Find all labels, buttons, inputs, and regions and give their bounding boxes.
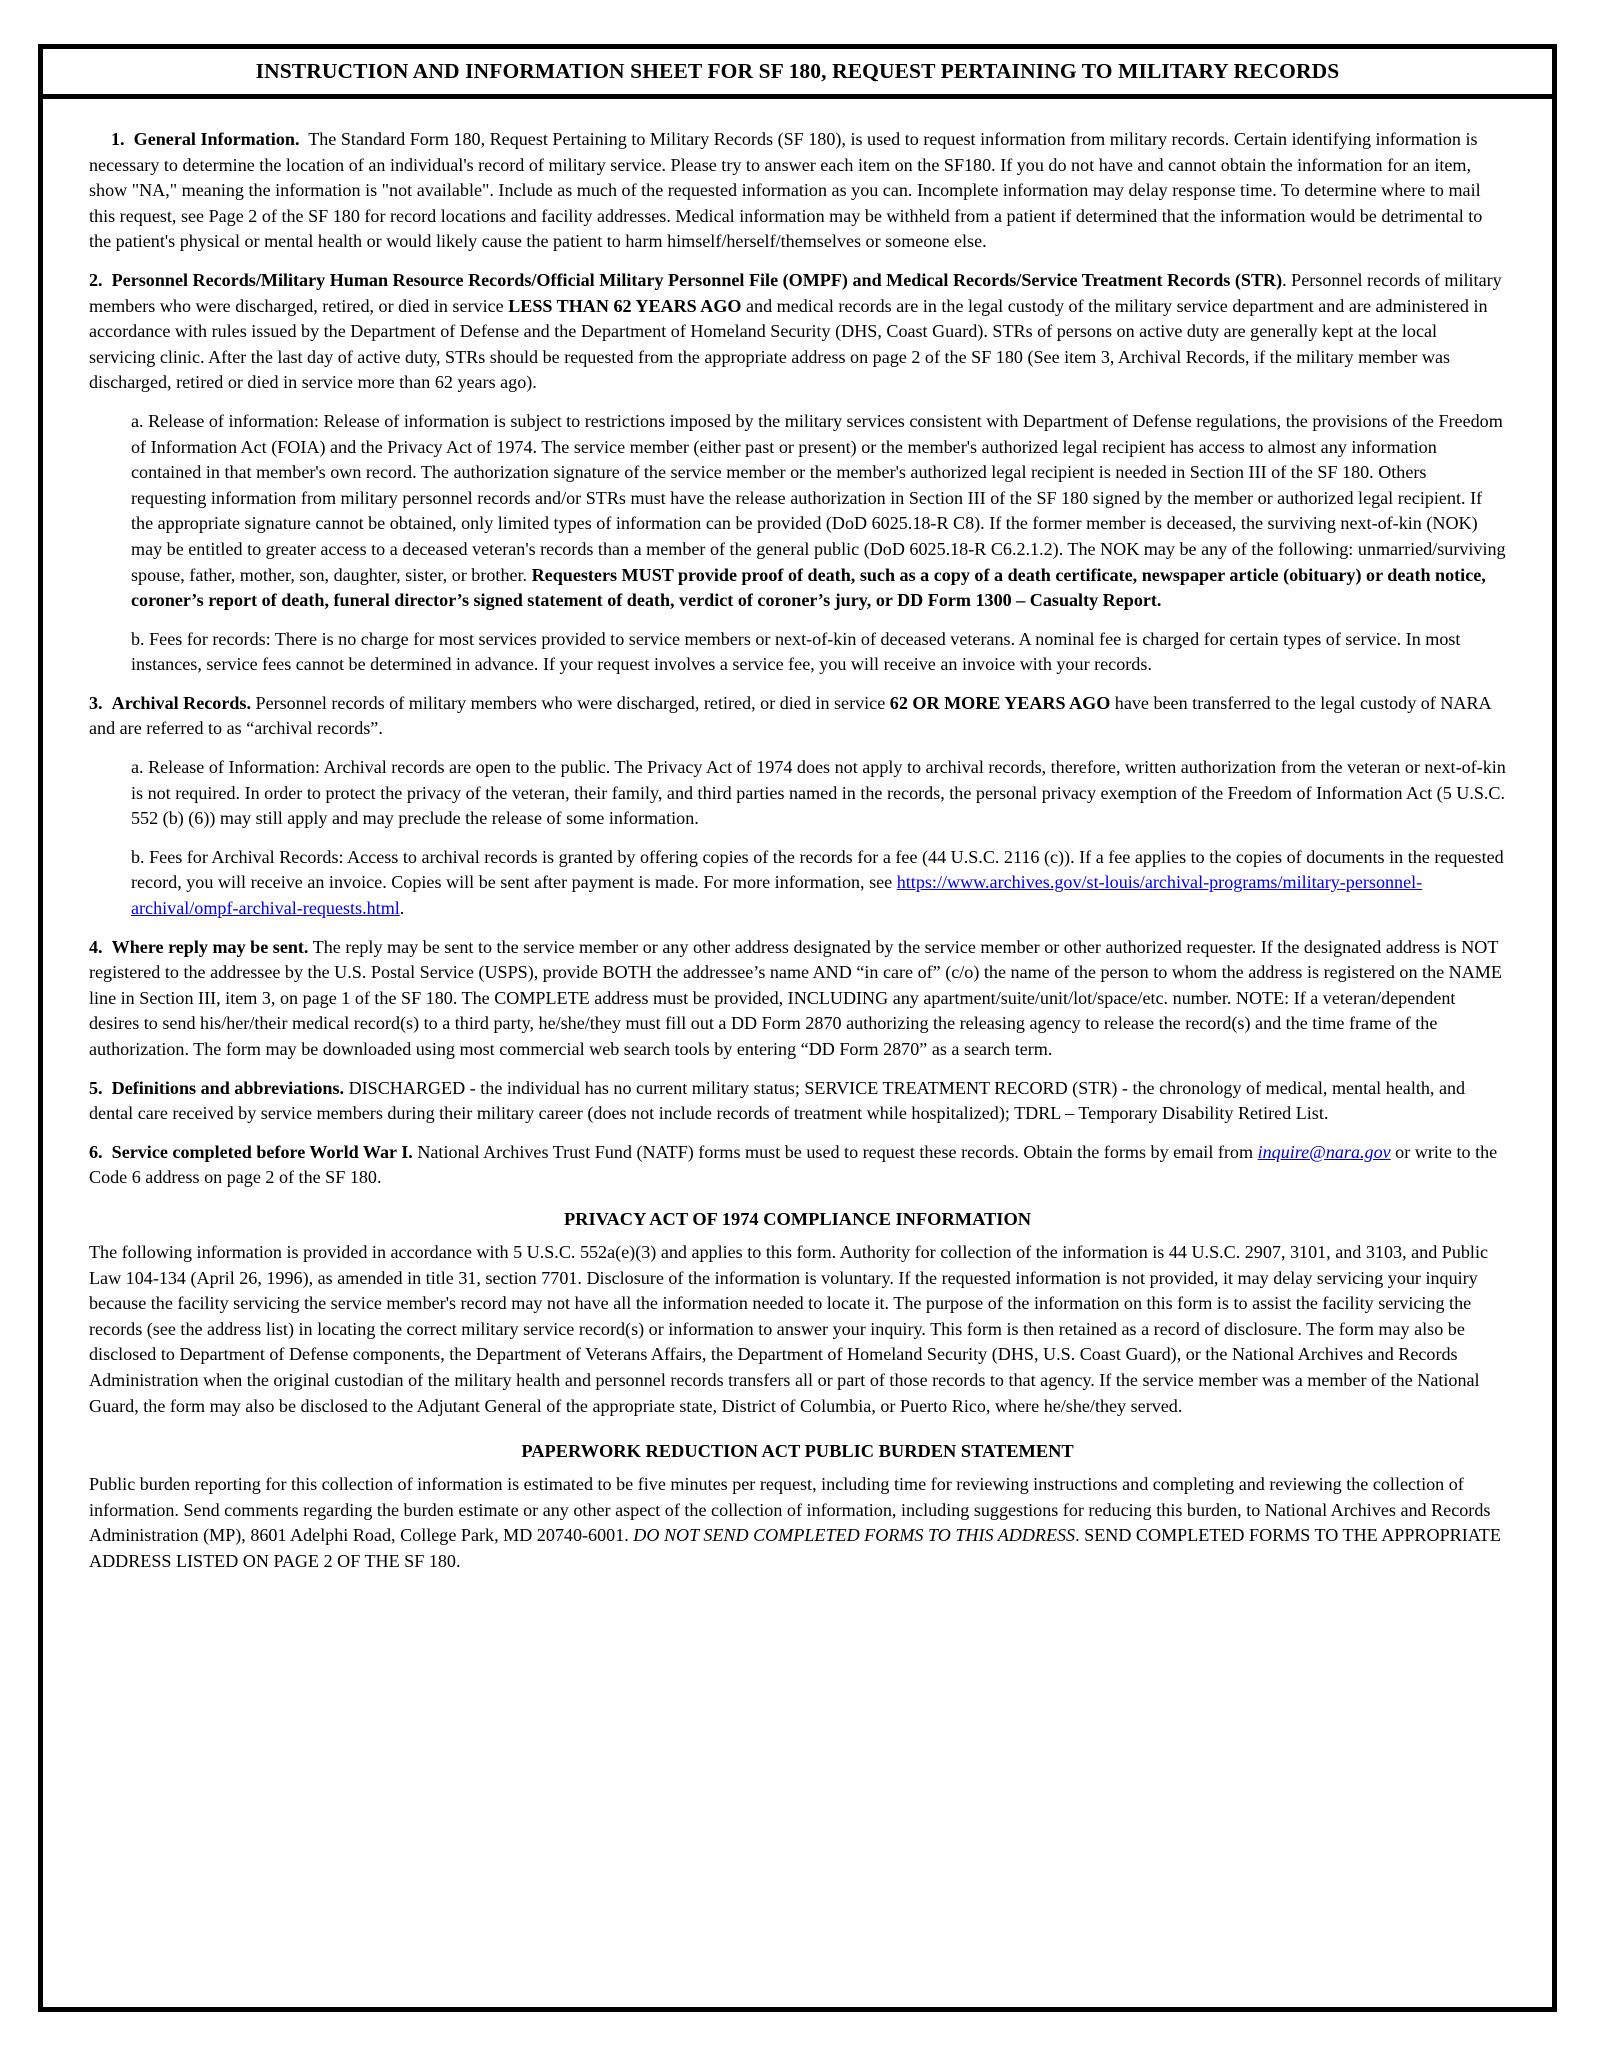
paperwork-act-body-part-1: Public burden reporting for this collection of information is estimated to be five minutes per request, including time for reviewing instructions and completing and reviewing the collection of information. Send comments regarding the burden estimate or any other aspect of the collection of information, including suggestions for reducing this burden, to National Archives and Records Administration (MP), 8601 Adelphi Road, College Park, MD 20740-6001. [89,1474,1491,1546]
paperwork-act-paragraph [89,1472,1506,1574]
document-page [38,44,1557,2012]
section-2b-text: There is no charge for most services provided to service members or next-of-kin of deceased veterans. A nominal fee is charged for certain types of service. In most instances, service fees cannot be determined in advance. If your request involves a service fee, you will receive an invoice with your records. [131,628,1461,675]
document-body [43,99,1552,1575]
section-6-number: 6. [89,1141,103,1162]
section-2a-bold-notice: Requesters MUST provide proof of death, such as a copy of a death certificate, newspaper article (obituary) or death notice, coroner’s report of death, funeral director’s signed statement of death, verdict of coroner’s jury, or DD Form 1300 – Casualty Report. [131,564,1486,611]
document-title-box [43,49,1552,99]
paperwork-act-body-part-2: . SEND COMPLETED FORMS TO THE APPROPRIATE ADDRESS LISTED ON PAGE 2 OF THE SF 180. [89,1525,1501,1571]
section-6-body-part-1: National Archives Trust Fund (NATF) forms must be used to request these records. Obtain the forms by email from [412,1141,1258,1162]
privacy-act-paragraph: The following information is provided in accordance with 5 U.S.C. 552a(e)(3) and applies to this form. Authority for collection of the information is 44 U.S.C. 2907, 3101, and 3103, and Public Law 104-134 (April 26, 1996), as amended in title 31, section 7701. Disclosure of the information is voluntary. If the requested information is not provided, it may delay servicing your inquiry because the facility servicing the service member's record may not have all the information needed to locate it. The purpose of the information on this form is to assist the facility servicing the records (see the address list) in locating the correct military service record(s) or information to answer your inquiry. This form is then retained as a record of disclosure. The form may also be disclosed to Department of Defense components, the Department of Veterans Affairs, the Department of Homeland Security (DHS, U.S. Coast Guard), or the National Archives and Records Administration when the original custodian of the military health and personnel records transfers all or part of those records to that agency. If the service member was a member of the National Guard, the form may also be disclosed to the Adjutant General of the appropriate state, District of Columbia, or Puerto Rico, where he/she/they served. [89,1241,1489,1416]
section-2-number: 2. [89,269,103,290]
section-2a-paragraph [131,409,1506,614]
section-3-emphasis: 62 OR MORE YEARS AGO [889,692,1111,713]
section-1-number: 1. [111,129,125,149]
section-3a-text: Archival records are open to the public. The Privacy Act of 1974 does not apply to archival records, therefore, written authorization from the veteran or next-of-kin is not required. In order to protect the privacy of the veteran, their family, and third parties named in the records, the personal privacy exemption of the Freedom of Information Act (5 U.S.C. 552 (b) (6)) may still apply and may preclude the release of some information. [131,757,1506,829]
section-2-body-part-2: and medical records are in the legal custody of the military service department and are administered in accordance with rules issued by the Department of Defense and the Department of Homeland Security (DHS, Coast Guard). STRs of persons on active duty are generally kept at the local servicing clinic. After the last day of active duty, STRs should be requested from the appropriate address on page 2 of the SF 180 (See item 3, Archival Records, if the military member was discharged, retired or died in service more than 62 years ago). [89,295,1488,393]
section-3b-label: b. Fees for Archival Records: [131,846,344,867]
section-2b-paragraph [131,627,1506,678]
section-3-number: 3. [89,692,103,713]
section-3-body-part-2: have been transferred to the legal custody of NARA and are referred to as “archival records”. [89,692,1491,739]
section-3b-paragraph [131,845,1506,922]
section-2a-label: a. Release of information: [131,410,319,431]
section-3b-text-part-1: Access to archival records is granted by offering copies of the records for a fee (44 U.S.C. 2116 (c)). If a fee applies to the copies of documents in the requested record, you will receive an invoice. Copies will be sent after payment is made. For more information, see [131,846,1504,893]
section-5-heading: Definitions and abbreviations. [111,1077,345,1098]
section-2-heading: Personnel Records/Military Human Resource Records/Official Military Personnel File (OMPF) and Medical Records/Service Treatment Records (STR) [111,269,1283,290]
section-4-number: 4. [89,936,103,957]
privacy-act-heading: PRIVACY ACT OF 1974 COMPLIANCE INFORMATION [563,1208,1032,1229]
section-6-paragraph [89,1140,1506,1191]
section-1-paragraph [89,127,1506,255]
archival-requests-link[interactable]: https://www.archives.gov/st-louis/archival-programs/military-personnel-archival/ompf-archival-requests.html [131,872,1423,919]
page-title: INSTRUCTION AND INFORMATION SHEET FOR SF 180, REQUEST PERTAINING TO MILITARY RECORDS [255,59,1340,83]
section-6-heading: Service completed before World War I. [111,1141,413,1162]
section-5-body: DISCHARGED - the individual has no current military status; SERVICE TREATMENT RECORD (STR) - the chronology of medical, mental health, and dental care received by service members during their military career (does not include records of treatment while hospitalized); TDRL – Temporary Disability Retired List. [89,1077,1466,1124]
section-3-paragraph [89,691,1506,742]
section-5-number: 5. [89,1077,103,1098]
section-2-body-part-1: . Personnel records of military members who were discharged, retired, or died in service [89,269,1502,316]
paperwork-act-italic-notice: DO NOT SEND COMPLETED FORMS TO THIS ADDRESS [633,1525,1076,1546]
section-3-heading: Archival Records. [111,692,251,713]
section-3-body-part-1: Personnel records of military members who were discharged, retired, or died in service [251,692,890,713]
section-4-heading: Where reply may be sent. [111,936,309,957]
section-2a-text: Release of information is subject to restrictions imposed by the military services consistent with Department of Defense regulations, the provisions of the Freedom of Information Act (FOIA) and the Privacy Act of 1974. The service member (either past or present) or the member's authorized legal recipient has access to almost any information contained in that member's own record. The authorization signature of the service member or the member's authorized legal recipient is needed in Section III of the SF 180. Others requesting information from military personnel records and/or STRs must have the release authorization in Section III of the SF 180 signed by the member or authorized legal recipient. If the appropriate signature cannot be obtained, only limited types of information can be provided (DoD 6025.18-R C8). If the former member is deceased, the surviving next-of-kin (NOK) may be entitled to greater access to a deceased veteran's records than a member of the general public (DoD 6025.18-R C6.2.1.2). The NOK may be any of the following: unmarried/surviving spouse, father, mother, son, daughter, sister, or brother. [131,410,1506,585]
nara-email-link[interactable]: inquire@nara.gov [1257,1141,1391,1162]
section-5-paragraph [89,1076,1506,1127]
section-3a-label: a. Release of Information: [131,757,320,778]
section-1-heading: General Information. [133,129,300,149]
section-2-paragraph [89,268,1506,396]
section-2b-label: b. Fees for records: [131,628,271,649]
section-3b-text-part-2: . [399,898,405,919]
paperwork-act-heading: PAPERWORK REDUCTION ACT PUBLIC BURDEN STATEMENT [521,1441,1074,1462]
section-1-body: The Standard Form 180, Request Pertaining to Military Records (SF 180), is used to request information from military records. Certain identifying information is necessary to determine the location of an individual's record of military service. Please try to answer each item on the SF180. If you do not have and cannot obtain the information for an item, show "NA," meaning the information is "not available". Include as much of the requested information as you can. Incomplete information may delay response time. To determine where to mail this request, see Page 2 of the SF 180 for record locations and facility addresses. Medical information may be withheld from a patient if determined that the information would be detrimental to the patient's physical or mental health or would likely cause the patient to harm himself/herself/themselves or someone else. [89,129,1483,252]
section-2-emphasis: LESS THAN 62 YEARS AGO [508,295,742,316]
section-4-paragraph [89,935,1506,1063]
section-3a-paragraph [131,755,1506,832]
section-6-body-part-2: or write to the Code 6 address on page 2 of the SF 180. [89,1141,1498,1188]
section-4-body: The reply may be sent to the service member or any other address designated by the service member or other authorized requester. If the designated address is NOT registered to the addressee by the U.S. Postal Service (USPS), provide BOTH the addressee’s name AND “in care of” (c/o) the name of the person to whom the address is registered on the NAME line in Section III, item 3, on page 1 of the SF 180. The COMPLETE address must be provided, INCLUDING any apartment/suite/unit/lot/space/etc. number. NOTE: If a veteran/dependent desires to send his/her/their medical record(s) to a third party, he/she/they must fill out a DD Form 2870 authorizing the releasing agency to release the record(s) and the time frame of the authorization. The form may be downloaded using most commercial web search tools by entering “DD Form 2870” as a search term. [89,936,1502,1059]
